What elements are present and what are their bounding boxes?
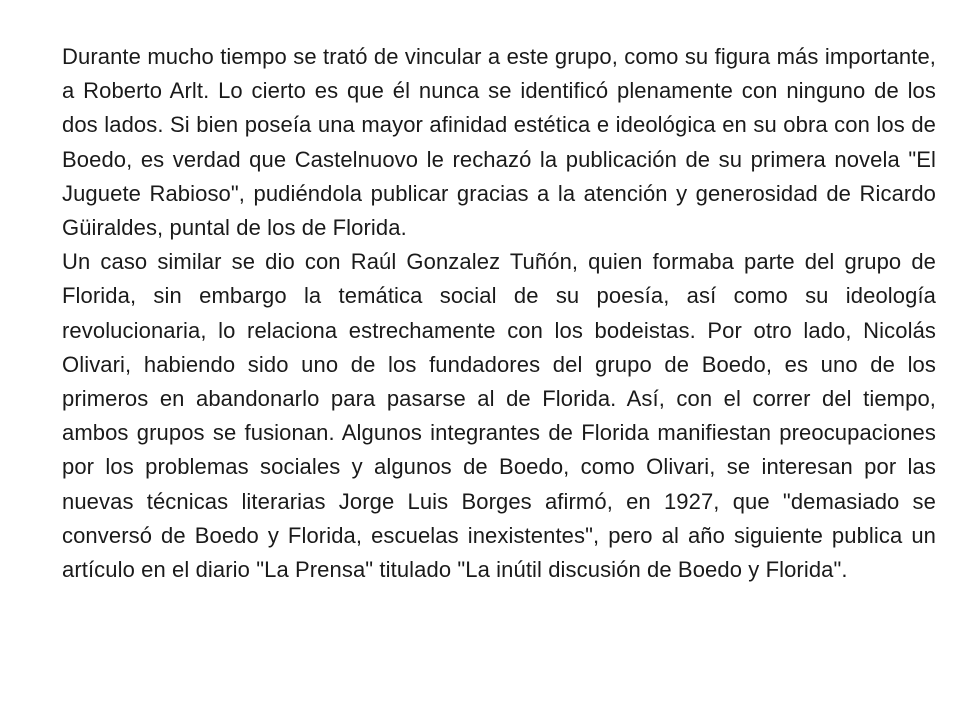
body-text [62, 40, 936, 587]
paragraph-roberto-arlt: Durante mucho tiempo se trató de vincular a este grupo, como su figura más importante, a Roberto Arlt. Lo cierto es que él nunca se identificó plenamente con ninguno de los dos lados. Si bien poseía una mayor afinidad estética e ideológica en su obra con los de Boedo, es verdad que Castelnuovo le rechazó la publicación de su primera novela "El Juguete Rabioso", pudiéndola publicar gracias a la atención y generosidad de Ricardo Güiraldes, puntal de los de Florida. [62, 44, 936, 241]
paragraph-gonzalez-tunon: Un caso similar se dio con Raúl Gonzalez Tuñón, quien formaba parte del grupo de Florida, sin embargo la temática social de su poesía, así como su ideología revolucionaria, lo relaciona estrechamente con los bodeistas. Por otro lado, Nicolás Olivari, habiendo sido uno de los fundadores del grupo de Boedo, es uno de los primeros en abandonarlo para pasarse al de Florida. Así, con el correr del tiempo, ambos grupos se fusionan. Algunos integrantes de Florida manifiestan preocupaciones por los problemas sociales y algunos de Boedo, como Olivari, se interesan por las nuevas técnicas literarias Jorge Luis Borges afirmó, en 1927, que "demasiado se conversó de Boedo y Florida, escuelas inexistentes", pero al año siguiente publica un artículo en el diario "La Prensa" titulado "La inútil discusión de Boedo y Florida". [62, 249, 936, 583]
